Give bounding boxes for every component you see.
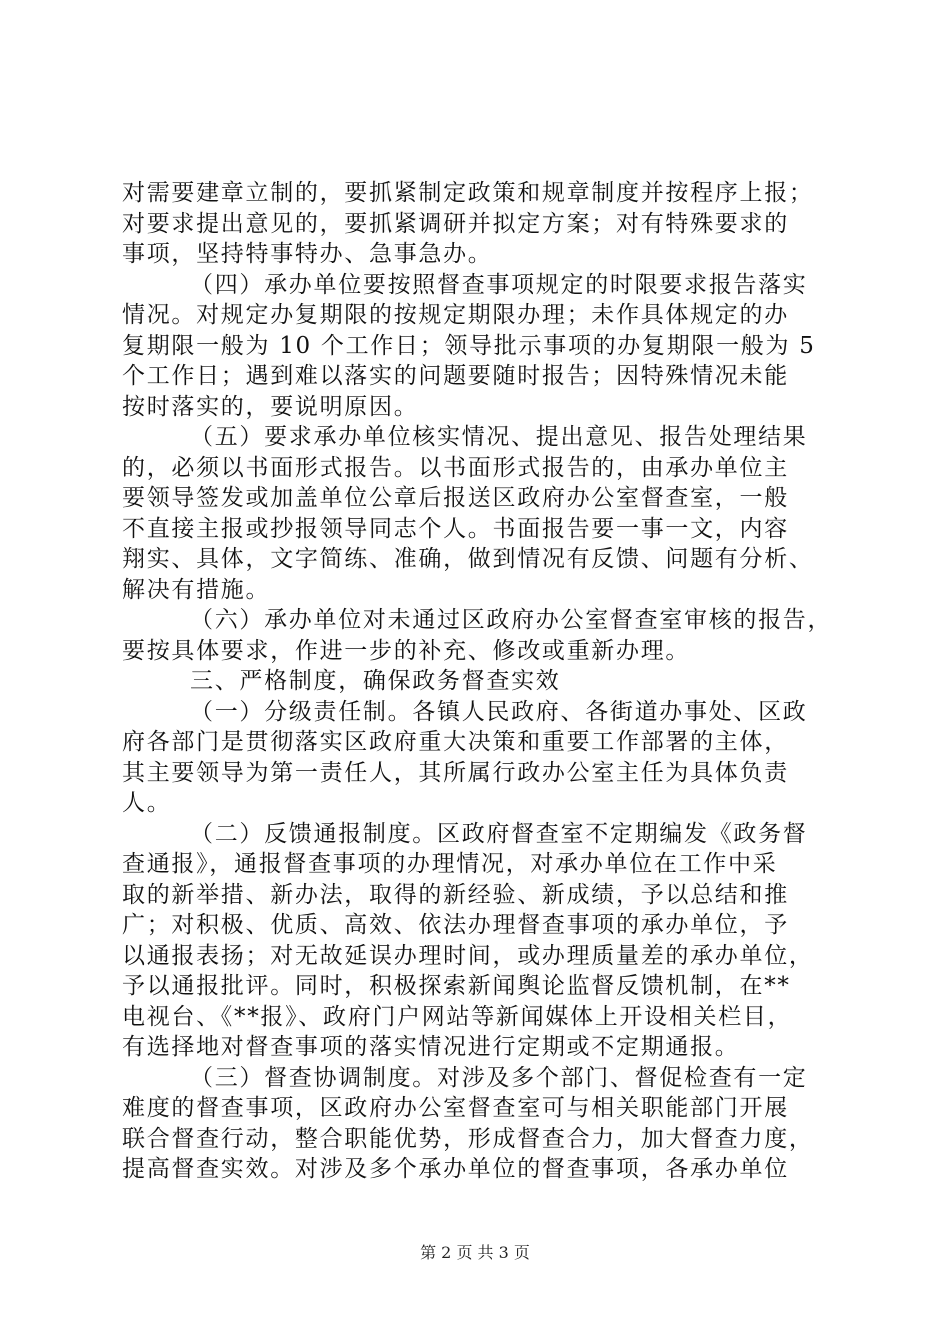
text-line: 情况。对规定办复期限的按规定期限办理；未作具体规定的办	[122, 302, 789, 328]
text-line: 有选择地对督查事项的落实情况进行定期或不定期通报。	[122, 1034, 740, 1060]
text-line: （五）要求承办单位核实情况、提出意见、报告处理结果	[190, 424, 808, 450]
text-line: 对需要建章立制的，要抓紧制定政策和规章制度并按程序上报；	[122, 180, 814, 206]
text-line: 要按具体要求，作进一步的补充、修改或重新办理。	[122, 637, 691, 664]
text-line: 人。	[122, 790, 172, 816]
text-line: 难度的督查事项，区政府办公室督查室可与相关职能部门开展	[122, 1095, 789, 1121]
text-line: 个工作日；遇到难以落实的问题要随时报告；因特殊情况未能	[122, 363, 789, 389]
text-line: 提高督查实效。对涉及多个承办单位的督查事项，各承办单位	[122, 1156, 789, 1182]
text-line: 不直接主报或抄报领导同志个人。书面报告要一事一文，内容	[122, 515, 789, 542]
text-line: 复期限一般为 10 个工作日；领导批示事项的办复期限一般为 5	[122, 332, 816, 359]
text-line: 予以通报批评。同时，积极探索新闻舆论监督反馈机制，在**	[122, 973, 791, 999]
text-line: 翔实、具体，文字简练、准确，做到情况有反馈、问题有分析、	[122, 546, 814, 572]
text-line: 府各部门是贯彻落实区政府重大决策和重要工作部署的主体，	[122, 729, 789, 755]
text-line: （二）反馈通报制度。区政府督查室不定期编发《政务督	[190, 820, 808, 847]
document-body	[122, 178, 834, 1185]
text-line: （四）承办单位要按照督查事项规定的时限要求报告落实	[190, 271, 808, 298]
text-line: 联合督查行动，整合职能优势，形成督查合力，加大督查力度，	[122, 1125, 814, 1152]
text-line: 其主要领导为第一责任人，其所属行政办公室主任为具体负责	[122, 759, 789, 786]
text-line: 查通报》，通报督查事项的办理情况，对承办单位在工作中采	[122, 851, 778, 877]
text-line: （一）分级责任制。各镇人民政府、各街道办事处、区政	[190, 698, 808, 725]
text-line: 对要求提出意见的，要抓紧调研并拟定方案；对有特殊要求的	[122, 210, 789, 237]
text-line: 事项，坚持特事特办、急事急办。	[122, 241, 493, 267]
page-footer: 第 2 页 共 3 页	[420, 1243, 530, 1262]
text-line: 以通报表扬；对无故延误办理时间，或办理质量差的承办单位，	[122, 942, 814, 969]
text-line: 解决有措施。	[122, 576, 271, 603]
text-line: 广；对积极、优质、高效、依法办理督查事项的承办单位，予	[122, 912, 789, 938]
text-line: 取的新举措、新办法，取得的新经验、新成绩，予以总结和推	[122, 881, 789, 908]
text-line: 按时落实的，要说明原因。	[122, 393, 419, 420]
text-line: （六）承办单位对未通过区政府办公室督查室审核的报告，	[190, 607, 833, 633]
text-line: 要领导签发或加盖单位公章后报送区政府办公室督查室，一般	[122, 485, 789, 511]
text-line: 三、严格制度，确保政务督查实效	[190, 668, 561, 694]
text-line: 的，必须以书面形式报告。以书面形式报告的，由承办单位主	[122, 454, 789, 481]
text-line: （三）督查协调制度。对涉及多个部门、督促检查有一定	[190, 1064, 808, 1091]
text-line: 电视台、《**报》、政府门户网站等新闻媒体上开设相关栏目，	[122, 1003, 793, 1030]
